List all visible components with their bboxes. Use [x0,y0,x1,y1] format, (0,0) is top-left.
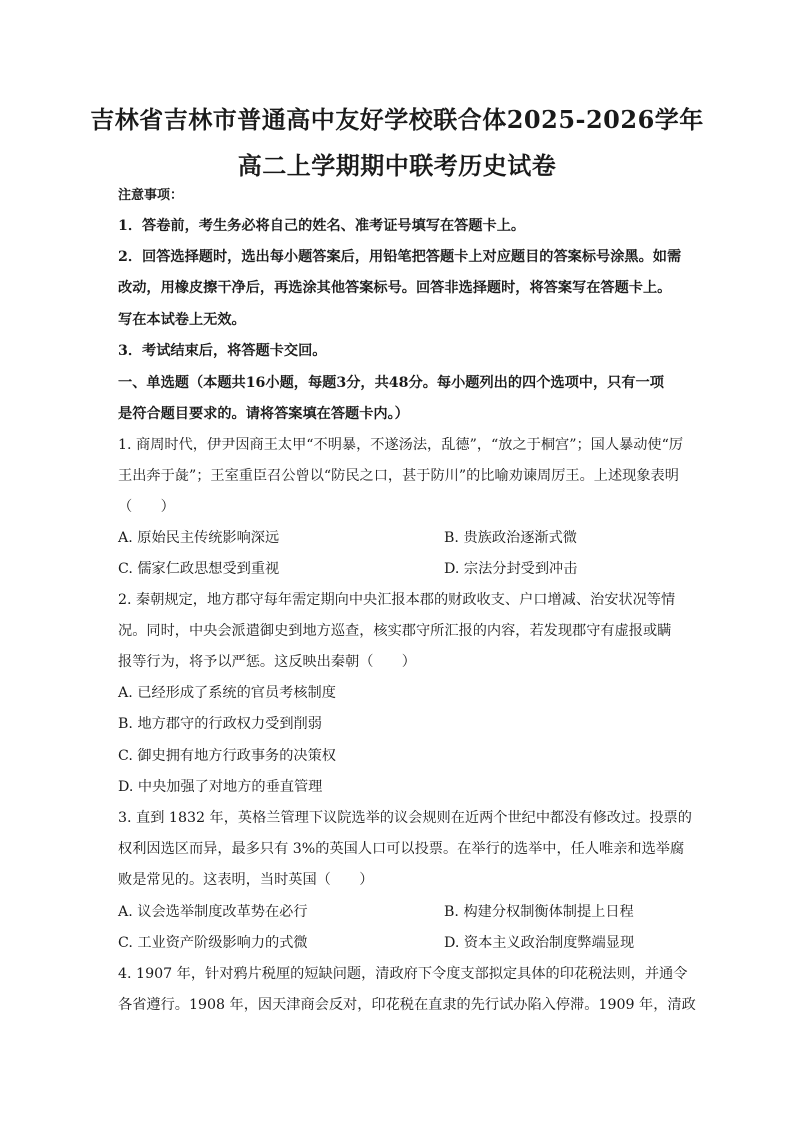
question-4-stem-line-1: 4. 1907 年，针对鸦片税厘的短缺问题，清政府下令度支部拟定具体的印花税法则，并通令 [118,966,688,982]
question-1-option-a: A. 原始民主传统影响深远 [118,530,280,546]
question-3-option-d: D. 资本主义政治制度弊端显现 [444,935,635,951]
notice-item-3: 3．考试结束后，将答题卡交回。 [118,343,327,359]
question-2-option-c: C. 御史拥有地方行政事务的决策权 [118,748,336,764]
section-heading-cont: 是符合题目要求的。请将答案填在答题卡内。） [118,406,409,422]
question-1-option-d: D. 宗法分封受到冲击 [444,561,578,577]
question-3-option-a: A. 议会选举制度改革势在必行 [118,904,308,920]
question-2-stem-line-3: 报等行为，将予以严惩。这反映出秦朝（ ） [118,654,416,670]
question-1-stem-line-1: 1. 商周时代，伊尹因商王太甲“不明暴，不遂汤法，乱德”，“放之于桐宫”；国人暴动使“厉 [118,437,684,453]
question-2-stem-line-2: 况。同时，中央会派遣御史到地方巡查，核实郡守所汇报的内容，若发现郡守有虚报或瞒 [118,623,672,639]
question-3-option-c: C. 工业资产阶级影响力的式微 [118,935,308,951]
question-2-option-a: A. 已经形成了系统的官员考核制度 [118,685,336,701]
question-1-stem-line-2: 王出奔于彘”；王室重臣召公曾以“防民之口，甚于防川”的比喻劝谏周厉王。上述现象表明 [118,468,679,484]
notice-item-2: 2．回答选择题时，选出每小题答案后，用铅笔把答题卡上对应题目的答案标号涂黑。如需 [118,249,682,265]
exam-title-line-1: 吉林省吉林市普通高中友好学校联合体2025-2026学年 [90,105,704,134]
question-2-option-b: B. 地方郡守的行政权力受到削弱 [118,716,322,732]
question-2-option-d: D. 中央加强了对地方的垂直管理 [118,779,323,795]
question-3-option-b: B. 构建分权制衡体制提上日程 [444,904,634,920]
question-2-stem-line-1: 2. 秦朝规定，地方郡守每年需定期向中央汇报本郡的财政收支、户口增减、治安状况等情 [118,592,676,608]
question-3-stem-line-1: 3. 直到 1832 年，英格兰管理下议院选举的议会规则在近两个世纪中都没有修改过。投票的 [118,810,692,826]
notice-item-1: 1．答卷前，考生务必将自己的姓名、准考证号填写在答题卡上。 [118,218,526,234]
question-1-stem-line-3: （ ） [118,499,175,515]
notice-item-2-cont: 改动，用橡皮擦干净后，再选涂其他答案标号。回答非选择题时，将答案写在答题卡上。 [118,280,672,296]
question-1-option-b: B. 贵族政治逐渐式微 [444,530,577,546]
notice-item-2-cont-2: 写在本试卷上无效。 [118,312,246,328]
notice-heading: 注意事项： [118,188,184,203]
question-1-option-c: C. 儒家仁政思想受到重视 [118,561,280,577]
section-heading: 一、单选题（本题共16小题，每题3分，共48分。每小题列出的四个选项中，只有一项 [118,375,664,391]
question-4-stem-line-2: 各省遵行。1908 年，因天津商会反对，印花税在直隶的先行试办陷入停滞。1909 年，清政 [118,997,696,1013]
exam-title-line-2: 高二上学期期中联考历史试卷 [237,151,557,180]
question-3-stem-line-3: 败是常见的。这表明，当时英国（ ） [118,872,374,888]
question-3-stem-line-2: 权利因选区而异，最多只有 3%的英国人口可以投票。在举行的选举中，任人唯亲和选举腐 [118,841,685,857]
